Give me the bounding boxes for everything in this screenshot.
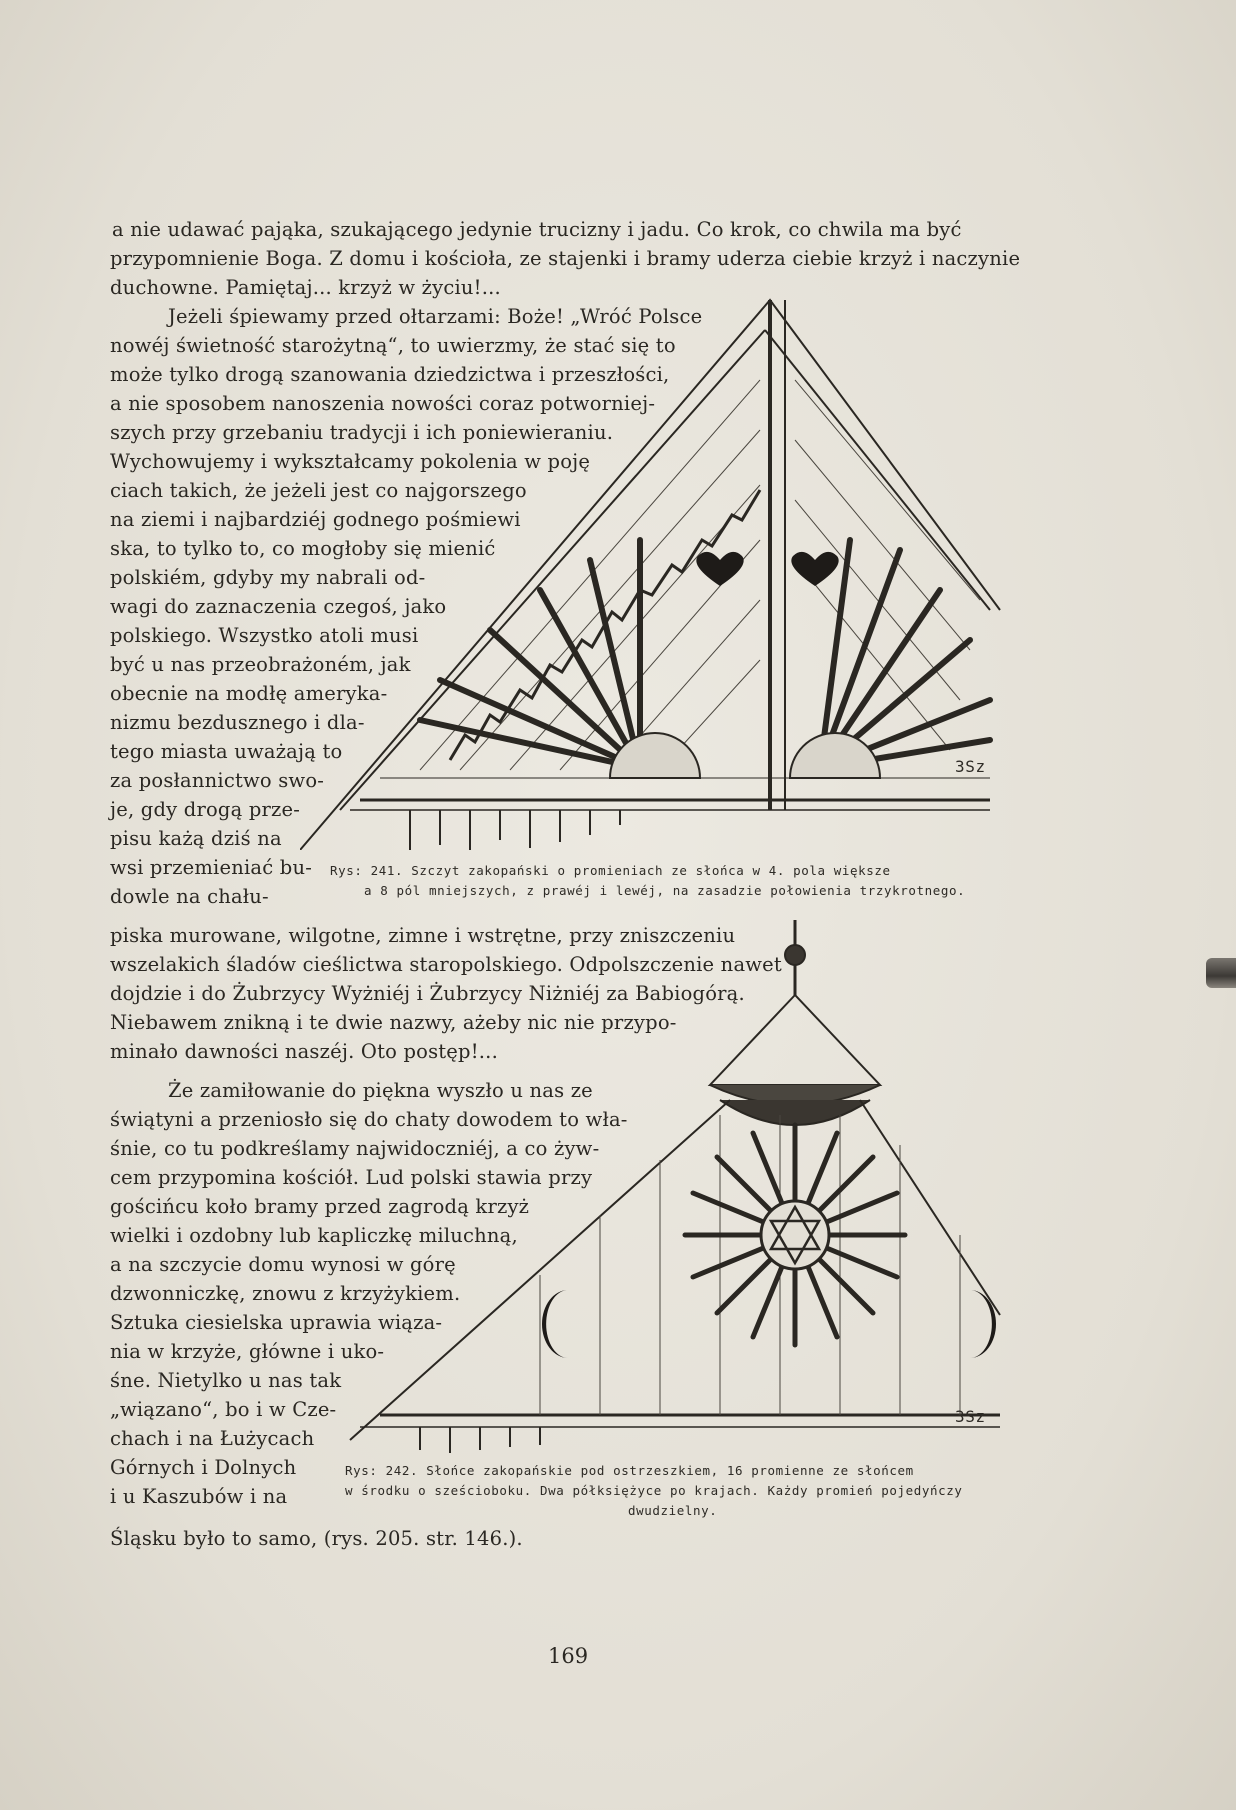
text-line: dzwonniczkę, znowu z krzyżykiem. [110,1282,461,1305]
text-line: ska, to tylko to, co mogłoby się mienić [110,537,496,560]
text-line: tego miasta uważają to [110,740,343,763]
text-line: a na szczycie domu wynosi w górę [110,1253,456,1276]
text-line: wagi do zaznaczenia czegoś, jako [110,595,447,618]
page-number: 169 [548,1644,589,1668]
text-line: gościńcu koło bramy przed zagrodą krzyż [110,1195,530,1218]
text-line: duchowne. Pamiętaj... krzyż w życiu!... [110,276,501,299]
figure-242-caption: Rys: 242. Słońce zakopańskie pod ostrzeszkiem, 16 promienne ze słońcem [345,1463,914,1478]
text-line: Niebawem znikną i te dwie nazwy, ażeby nic nie przypo- [110,1011,677,1034]
figure-242-caption: w środku o sześcioboku. Dwa półksiężyce po krajach. Każdy promień pojedyńczy [345,1483,963,1498]
text-line: dowle na chału- [110,885,269,908]
text-line: Górnych i Dolnych [110,1456,297,1479]
text-line: je, gdy drogą prze- [110,798,301,821]
figure-241-signature: 3Sz [955,757,986,776]
page-edge-tab [1206,958,1236,988]
text-line: nizmu bezdusznego i dla- [110,711,365,734]
text-line: może tylko drogą szanowania dziedzictwa i przeszłości, [110,363,670,386]
text-line: wsi przemieniać bu- [110,856,312,879]
text-line: i u Kaszubów i na [110,1485,288,1508]
figure-241-caption: a 8 pól mniejszych, z prawéj i lewéj, na zasadzie połowienia trzykrotnego. [364,883,966,898]
text-line: cem przypomina kościół. Lud polski stawia przy [110,1166,593,1189]
figure-242-caption: dwudzielny. [628,1503,718,1518]
figure-241-caption: Rys: 241. Szczyt zakopański o promieniach ze słońca w 4. pola większe [330,863,891,878]
text-line: nia w krzyże, główne i uko- [110,1340,385,1363]
text-line: Śląsku było to samo, (rys. 205. str. 146.). [110,1527,523,1550]
text-line: obecnie na modłę ameryka- [110,682,388,705]
figure-241-gable-drawing [300,290,1020,850]
text-line: za posłannictwo swo- [110,769,325,792]
text-line: polskiego. Wszystko atoli musi [110,624,419,647]
text-line: nowéj świetność starożytną“, to uwierzmy, że stać się to [110,334,676,357]
text-line: Jeżeli śpiewamy przed ołtarzami: Boże! „Wróć Polsce [168,305,703,328]
text-line: minało dawności naszéj. Oto postęp!... [110,1040,498,1063]
text-line: „wiązano“, bo i w Cze- [110,1398,337,1421]
text-line: śne. Nietylko u nas tak [110,1369,342,1392]
text-line: przypomnienie Boga. Z domu i kościoła, ze stajenki i bramy uderza ciebie krzyż i naczynie [110,247,1021,270]
text-line: Że zamiłowanie do piękna wyszło u nas ze [168,1079,593,1102]
text-line: wszelakich śladów cieślictwa staropolskiego. Odpolszczenie nawet [110,953,782,976]
text-line: śnie, co tu podkreślamy najwidoczniéj, a co żyw- [110,1137,600,1160]
text-line: być u nas przeobrażoném, jak [110,653,411,676]
figure-242-gable-drawing [340,915,1020,1455]
text-line: wielki i ozdobny lub kapliczkę miluchną, [110,1224,518,1247]
text-line: chach i na Łużycach [110,1427,315,1450]
text-line: piska murowane, wilgotne, zimne i wstrętne, przy zniszczeniu [110,924,736,947]
text-line: Sztuka ciesielska uprawia wiąza- [110,1311,443,1334]
text-line: ciach takich, że jeżeli jest co najgorszego [110,479,527,502]
text-line: a nie sposobem nanoszenia nowości coraz potworniej- [110,392,656,415]
text-line: szych przy grzebaniu tradycji i ich poniewieraniu. [110,421,614,444]
text-line: dojdzie i do Żubrzycy Wyżniéj i Żubrzycy Niżniéj za Babiogórą. [110,982,745,1005]
text-line: Wychowujemy i wykształcamy pokolenia w poję [110,450,591,473]
text-line: polskiém, gdyby my nabrali od- [110,566,426,589]
text-line: pisu każą dziś na [110,827,282,850]
text-line: świątyni a przeniosło się do chaty dowodem to wła- [110,1108,628,1131]
figure-242-signature: 3Sz [955,1407,986,1426]
text-line: a nie udawać pająka, szukającego jedynie trucizny i jadu. Co krok, co chwila ma być [112,218,962,241]
text-line: na ziemi i najbardziéj godnego pośmiewi [110,508,521,531]
